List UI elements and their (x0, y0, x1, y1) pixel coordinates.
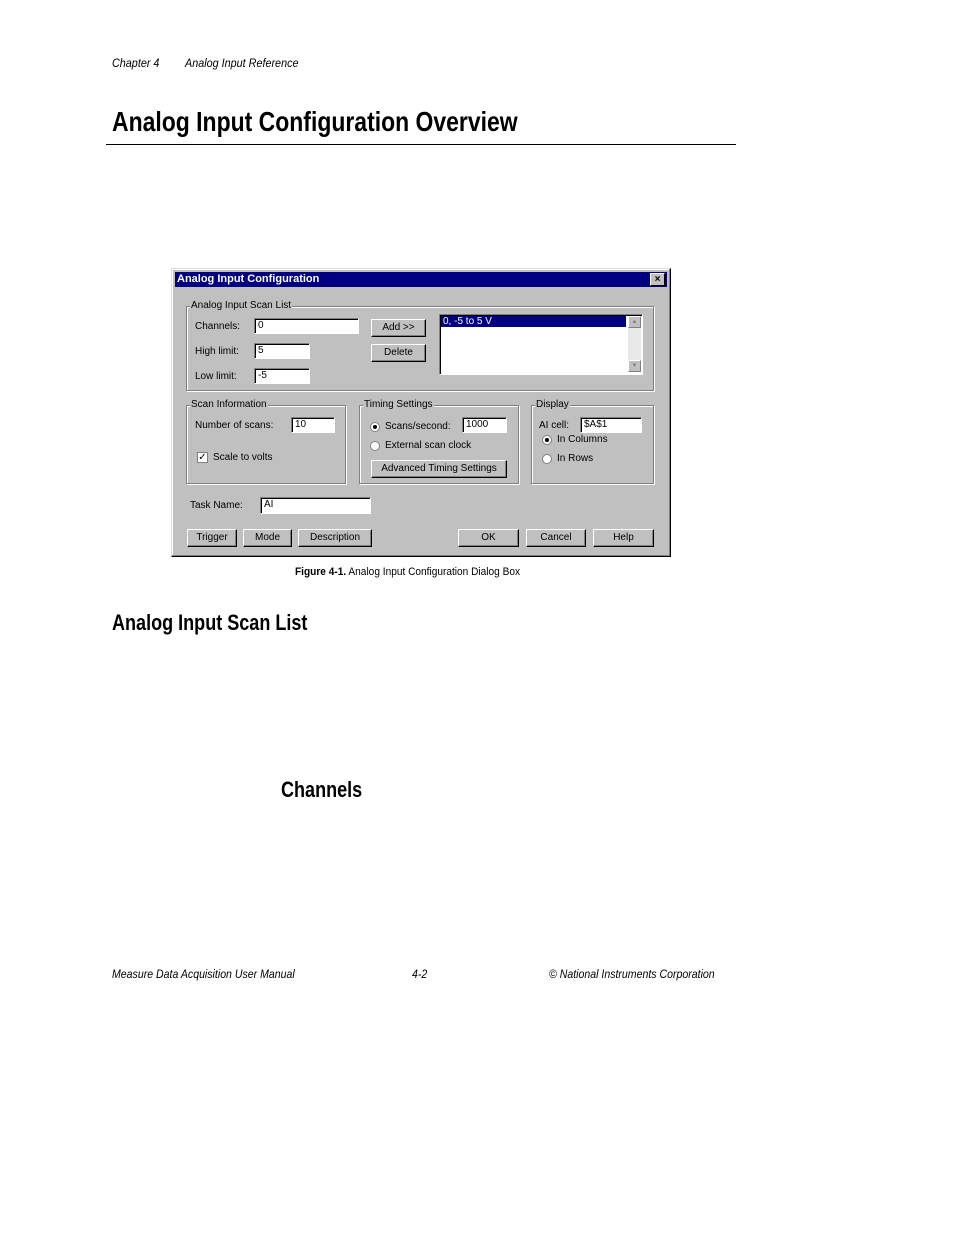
scans-per-second-field[interactable]: 1000 (462, 417, 507, 433)
scan-list-box[interactable] (439, 314, 643, 375)
scroll-up-icon[interactable]: ▲ (628, 316, 641, 328)
low-limit-label: Low limit: (195, 371, 237, 382)
scale-to-volts-label: Scale to volts (213, 452, 273, 463)
header-chapter: Chapter 4 (112, 56, 160, 70)
high-limit-label: High limit: (195, 346, 239, 357)
num-scans-label: Number of scans: (195, 420, 274, 431)
subsection-heading: Channels (281, 777, 363, 802)
description-button[interactable]: Description (298, 529, 372, 547)
in-rows-radio[interactable] (542, 454, 552, 464)
ok-button[interactable]: OK (458, 529, 519, 547)
footer-page: 4-2 (412, 967, 428, 981)
in-rows-label: In Rows (557, 453, 594, 464)
in-columns-label: In Columns (557, 434, 608, 445)
channels-label: Channels: (195, 321, 241, 332)
ai-cell-field[interactable]: $A$1 (580, 417, 642, 433)
figure-caption-label: Figure 4-1. (295, 566, 347, 578)
delete-button[interactable]: Delete (371, 344, 426, 362)
title-rule (106, 144, 736, 145)
page-title: Analog Input Configuration Overview (112, 106, 518, 137)
scans-per-second-radio[interactable] (370, 422, 380, 432)
header-section: Analog Input Reference (185, 56, 299, 70)
footer-manual: Measure Data Acquisition User Manual (112, 967, 295, 981)
ai-cell-label: AI cell: (539, 420, 570, 431)
high-limit-field[interactable]: 5 (254, 343, 310, 359)
close-icon[interactable]: × (650, 273, 665, 286)
dialog-title: Analog Input Configuration (177, 273, 320, 285)
footer-copyright: © National Instruments Corporation (549, 967, 715, 981)
scan-list-item[interactable]: 0, -5 to 5 V (441, 316, 626, 327)
trigger-button[interactable]: Trigger (187, 529, 237, 547)
external-clock-label: External scan clock (385, 440, 472, 451)
help-button[interactable]: Help (593, 529, 654, 547)
figure-caption (295, 566, 520, 578)
in-columns-radio[interactable] (542, 435, 552, 445)
analog-input-config-dialog (171, 268, 671, 557)
scroll-down-icon[interactable]: ▼ (628, 360, 641, 372)
low-limit-field[interactable]: -5 (254, 368, 310, 384)
advanced-timing-button[interactable]: Advanced Timing Settings (371, 460, 507, 478)
add-button[interactable]: Add >> (371, 319, 426, 337)
scan-info-group-label: Scan Information (191, 399, 267, 410)
num-scans-field[interactable]: 10 (291, 417, 335, 433)
scan-list-scrollbar[interactable] (628, 316, 641, 372)
cancel-button[interactable]: Cancel (526, 529, 586, 547)
section-heading: Analog Input Scan List (112, 610, 308, 635)
scale-to-volts-checkbox[interactable]: ✓ (198, 452, 207, 463)
task-name-field[interactable]: AI (260, 497, 371, 514)
figure-caption-text: Analog Input Configuration Dialog Box (348, 566, 521, 578)
external-clock-radio[interactable] (370, 441, 380, 451)
scans-per-second-label: Scans/second: (385, 421, 451, 432)
channels-field[interactable]: 0 (254, 318, 359, 334)
display-group-label: Display (536, 399, 569, 410)
scan-list-group-label: Analog Input Scan List (191, 300, 292, 311)
timing-group-label: Timing Settings (364, 399, 433, 410)
task-name-label: Task Name: (190, 500, 243, 511)
dialog-title-bar (175, 272, 667, 287)
mode-button[interactable]: Mode (243, 529, 292, 547)
